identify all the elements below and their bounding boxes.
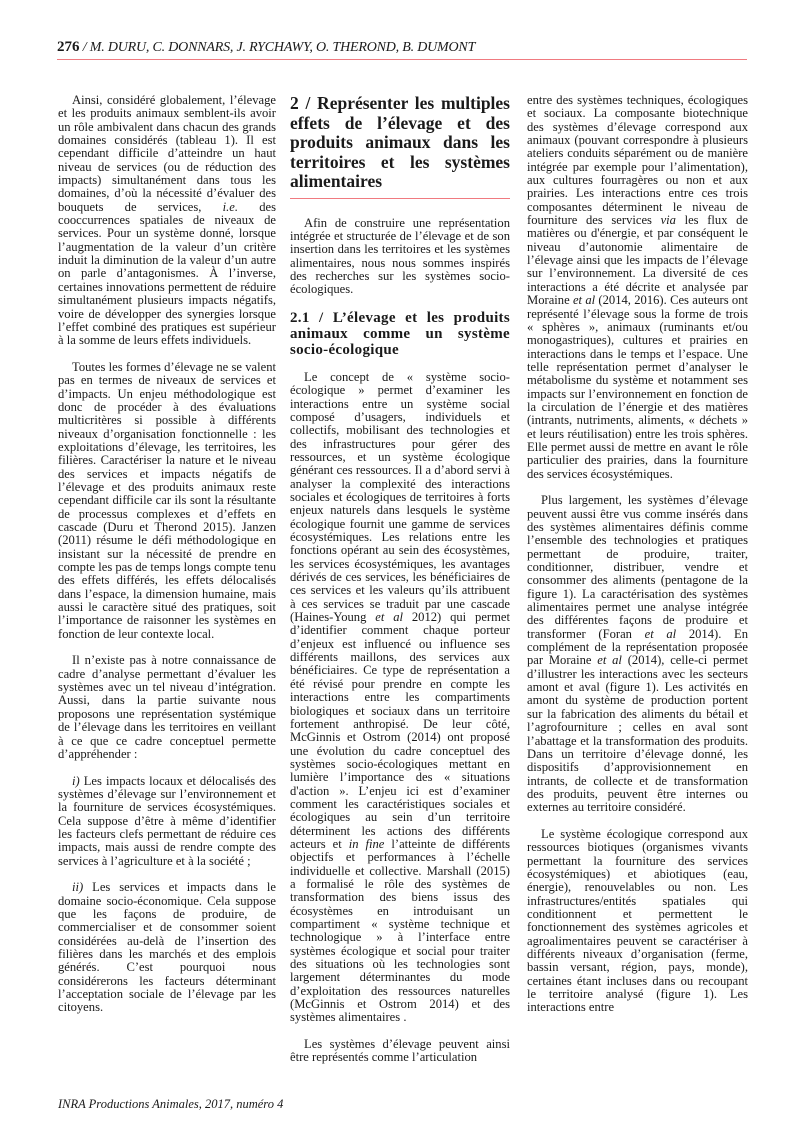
list-marker: ii)	[72, 880, 84, 895]
section-heading: 2 / Représenter les multiples effets de l’élevage et des produits animaux dans les territoires et les systèmes alimentaires	[290, 94, 510, 199]
column-right	[527, 94, 748, 1015]
paragraph: Ainsi, considéré globalement, l’élevage et les produits animaux semblent-ils avoir un rôle ambivalent dans chacun des grands domaines considérés (tableau 1). Il est cependant difficile d’atteindre un haut niveau de services (ou de réduction des impacts) simultanément dans tous les domaines, d’où la nécessité d’évaluer des bouquets de services, i.e. des cooccurrences spatiales de niveaux de services. Pour un système donné, lorsque l’augmentation de la valeur d’un critère induit la diminution de la valeur d’un autre on parle d’antagonismes. À l’inverse, certaines innovations permettent de réduire simultanément plusieurs impacts négatifs, voire de développer des synergies lorsque l’effet combiné des pratiques est supérieur à la somme de leurs effets individuels.	[58, 93, 277, 348]
page-number: 276	[57, 39, 80, 55]
list-item-ii: ii) Les services et impacts dans le domaine socio-économique. Cela suppose que les façons de produire, de commercialiser et de consommer soient considérées au-delà de l’insertion des filières dans les marchés et des emplois générés. C’est pourquoi nous considérerons les facteurs déterminant l’acceptation sociale de l’élevage par les citoyens.	[58, 880, 276, 1015]
paragraph: entre des systèmes techniques, écologiques et sociaux. La composante biotechnique des systèmes d’élevage correspond aux animaux (pouvant correspondre à plusieurs ateliers conduits séparément ou de manière intégrée par exemple pour l’alimentation), aux cultures fourragères ou non et aux prairies. Les interactions entre ces trois composantes déterminent le niveau de fourniture des services via les flux de matières ou d'énergie, et par conséquent le niveau d’autonomie alimentaire de l’élevage ainsi que les impacts de l’élevage sur l’environnement. La diversité de ces interactions a été décrite et analysée par Moraine et al (2014, 2016). Ces auteurs ont représenté l’élevage sous la forme de trois « sphères », animaux (ruminants et/ou monogastriques), cultures et prairies en interactions dans le temps et l’espace. Une telle représentation permet d’analyser le métabolisme du système et notamment ses impacts sur l’environnement en fonction de la circulation de l’énergie et des matières (intrants, nutriments, aliments, « déchets » et leurs réutilisation) entre les trois sphères. Elle permet aussi de mettre en avant le rôle particulier des prairies, dans la fourniture des services écosystémiques.	[527, 93, 748, 481]
paragraph: Le concept de « système socio-écologique » permet d’examiner les interactions entre un système social composé d’usagers, individuels et collectifs, mobilisant des technologies et des infrastructures pour gérer des ressources, et un système écologique générant ces ressources. Il a d’abord servi à analyser la complexité des interactions sociales et écologiques de territoires à forts enjeux naturels dans lesquels le système écologique fournit une gamme de services écosystémiques. Les relations entre les fonctions opérant au sein des écosystèmes, les services écosystémiques, les avantages dérivés de ces services, les bénéficiaires de ces services et les valeurs qu’ils attribuent à ces services se traduit par une cascade (Haines-Young et al 2012) qui permet d’identifier comment chaque porteur d’enjeux est influencé ou influence ses différents maillons, des services aux bénéficiaires. Ce type de représentation a été révisé pour prendre en compte les interactions entre les compartiments biologiques et sociaux dans un territoire fortement anthropisé. De leur côté, McGinnis et Ostrom (2014) ont proposé une évolution du cadre conceptuel des systèmes socio-écologiques mettant en lumière l’importance des « situations d'action ». L’enjeu ici est d’examiner comment les caractéristiques sociales et écologiques au sein d’un territoire déterminent les actions des différents acteurs et in fine l’atteinte de différents objectifs et performances à l’échelle individuelle et collective. Marshall (2015) a formalisé le rôle des systèmes de transformation des biens issus des écosystèmes en introduisant un compartiment « système technique et technologique » à l’interface entre systèmes écologique et social pour traiter des situations où les technologies sont largement déterminantes du mode d’exploitation des ressources naturelles (McGinnis et Ostrom 2014) et des systèmes alimentaires .	[290, 369, 511, 1025]
subsection-heading: 2.1 / L’élevage et les produits animaux comme un système socio-écologique	[290, 309, 510, 358]
paragraph: Les systèmes d’élevage peuvent ainsi être représentés comme l’articulation	[290, 1037, 510, 1065]
paragraph: Plus largement, les systèmes d’élevage peuvent aussi être vus comme insérés dans des systèmes alimentaires définis comme l’ensemble des technologies et pratiques permettant de produire, traiter, conditionner, distribuer, vendre et consommer des aliments (pentagone de la figure 1). La caractérisation des systèmes alimentaires permet une analyse intégrée des différentes façons de produire et transformer (Foran et al 2014). En complément de la représentation proposée par Moraine et al (2014), celle-ci permet d’illustrer les interactions avec les secteurs amont et aval (figure 1). Les activités en amont du système de production portent sur la fabrication des aliments du bétail et l’agrofourniture ; celles en aval sont l’abattage et la transformation des produits. Dans un territoire d’élevage donné, les dispositifs d’approvisionnement en intrants, de collecte et de transformation des produits, peuvent être internes ou externes au territoire considéré.	[527, 493, 748, 815]
paragraph: Il n’existe pas à notre connaissance de cadre d’analyse permettant d’évaluer les systèmes avec un tel niveau d’intégration. Aussi, dans la partie suivante nous proposons une représentation systémique de l’élevage dans les territoires en veillant à ce que ce cadre conceptuel permette d’appréhender :	[58, 653, 276, 761]
running-header	[57, 38, 747, 60]
list-marker: i)	[72, 773, 80, 788]
paragraph: Toutes les formes d’élevage ne se valent pas en termes de niveaux de services et d’impacts. Un enjeu méthodologique est donc de procéder à des évaluations multicritères si possible à différents niveaux d’organisation fonctionnelle : les exploitations d’élevage, les territoires, les filières. Caractériser la nature et le niveau des services et impacts négatifs de l’élevage et des produits animaux reste cependant difficile car ils sont la résultante de processus complexes et d’effets en cascade (Duru et Therond 2015). Janzen (2011) résume le défi méthodologique en insistant sur la nécessité de prendre en compte les pas de temps longs compte tenu des effets différés, les effets délocalisés dans l’espace, la dimension humaine, mais aussi le caractère situé des pratiques, soit l’importance de raisonner les systèmes en fonction de leur contexte local.	[58, 359, 276, 641]
paragraph: Le système écologique correspond aux ressources biotiques (organismes vivants permettant la fourniture des services écosystémiques) et abiotiques (eau, énergie), renouvelables ou non. Les infrastructures/entités spatiales qui conditionnent et permettent le fonctionnement des systèmes agricoles et agroalimentaires peuvent se caractériser à différents niveaux d’organisation (ferme, bassin versant, région, pays, monde), certaines étant incluses dans ou recoupant le territoire analysé (figure 1). Les interactions entre	[527, 826, 748, 1015]
list-item-i: i) Les impacts locaux et délocalisés des systèmes d’élevage sur l’environnement et la fourniture de services écosystémiques. Cela suppose d’être à même d’identifier les facteurs clefs permettant de réduire ces impacts, mais aussi de rendre compte des services à l’agriculture et à la société ;	[58, 773, 276, 868]
journal-footer: INRA Productions Animales, 2017, numéro 4	[58, 1097, 284, 1111]
column-left	[58, 94, 276, 1015]
author-list: / M. DURU, C. DONNARS, J. RYCHAWY, O. THEROND, B. DUMONT	[79, 40, 476, 55]
column-middle	[290, 94, 510, 1065]
paragraph: Afin de construire une représentation intégrée et structurée de l’élevage et de son insertion dans les territoires et les systèmes alimentaires, nous nous sommes inspirés des recherches sur les systèmes socio-écologiques.	[290, 215, 510, 297]
